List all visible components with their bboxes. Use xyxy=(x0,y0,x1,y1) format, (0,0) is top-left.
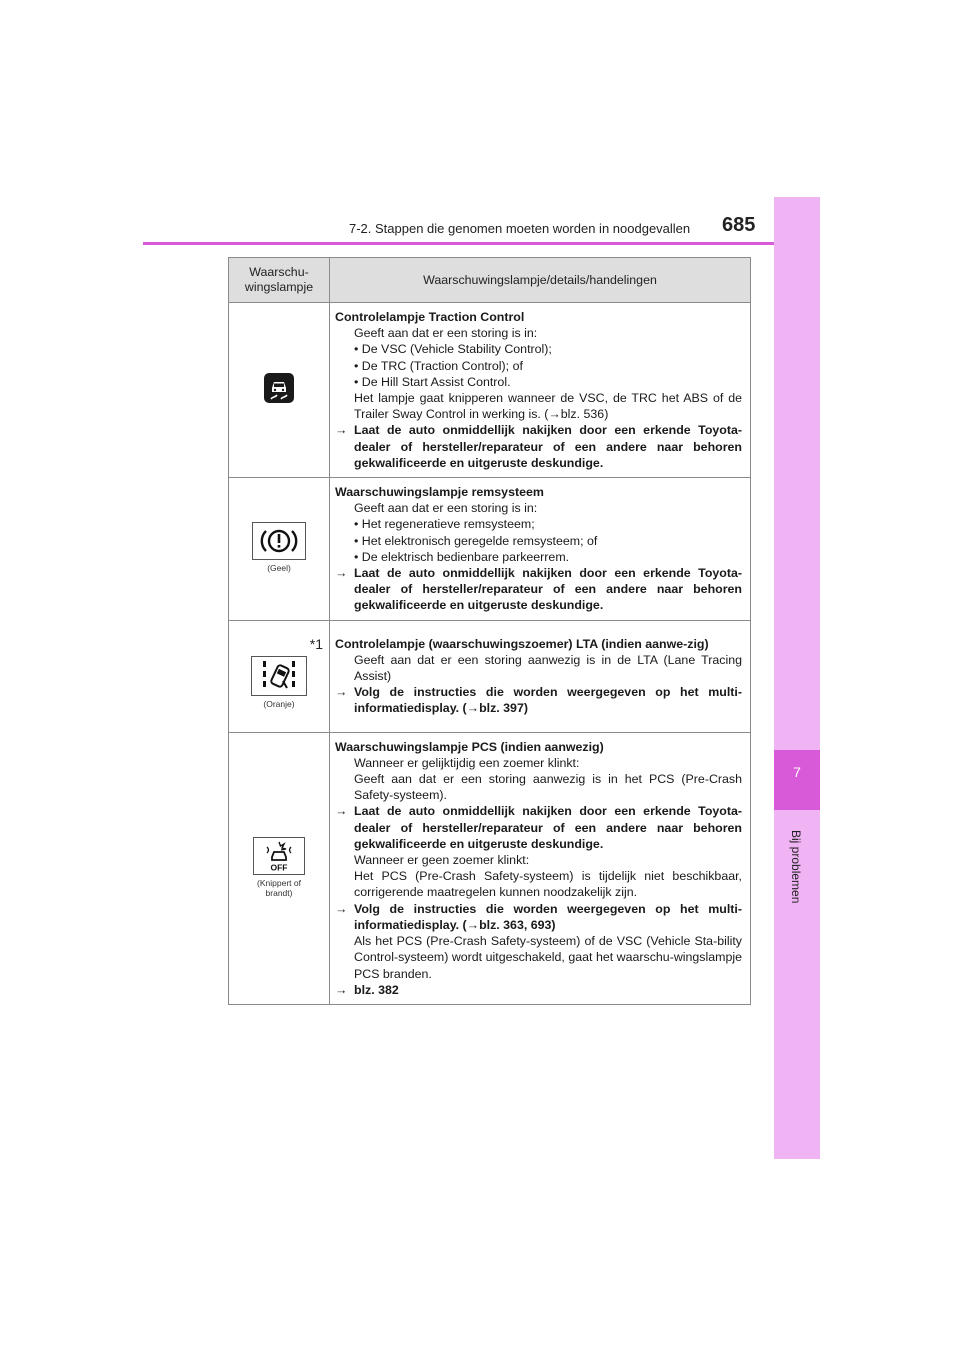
arrow-icon: → xyxy=(335,423,348,438)
column-header-details: Waarschuwingslampje/details/handelingen xyxy=(330,258,751,303)
page-number: 685 xyxy=(722,214,756,236)
icon-frame xyxy=(253,837,305,875)
icon-cell xyxy=(229,478,330,621)
details-cell xyxy=(330,303,751,478)
icon-cell xyxy=(229,620,330,732)
arrow-icon: → xyxy=(335,685,348,700)
details-cell xyxy=(330,620,751,732)
action-text: blz. 382 xyxy=(354,982,399,997)
icon-wrap xyxy=(251,635,323,709)
row-title: Waarschuwingslampje PCS (indien aanwezig) xyxy=(335,739,604,754)
table-row xyxy=(229,303,751,478)
icon-caption: (Oranje) xyxy=(263,698,295,709)
bullet-item: • De elektrisch bedienbare parkeerrem. xyxy=(354,549,570,564)
icon-cell xyxy=(229,732,330,1004)
action-text: Volg de instructies die worden weergegeven op het multi-informatiedisplay. (→blz. 363, 693) xyxy=(354,901,742,932)
chapter-label: Bij problemen xyxy=(789,830,803,904)
arrow-icon: → xyxy=(335,901,348,916)
table-row xyxy=(229,620,751,732)
row-title: Controlelampje Traction Control xyxy=(335,310,525,324)
icon-caption: (Knippert of brandt) xyxy=(257,877,301,898)
bullet-item: • De TRC (Traction Control); of xyxy=(354,358,523,373)
icon-frame xyxy=(251,656,307,696)
arrow-icon: → xyxy=(335,804,348,819)
action-line xyxy=(335,803,742,852)
column-header-light-label: Waarschu- wingslampje xyxy=(244,265,314,294)
row-intro: Wanneer er geen zoemer klinkt: xyxy=(354,853,530,868)
details-cell xyxy=(330,478,751,621)
action-text: Laat de auto onmiddellijk nakijken door een erkende Toyota-dealer of hersteller/reparateur of een andere naar behoren gekwalificeerde en uitgeruste deskundige. xyxy=(354,804,742,851)
action-line xyxy=(335,565,742,614)
icon-wrap xyxy=(252,522,306,573)
arrow-icon: → xyxy=(335,566,348,581)
pcs-off-icon xyxy=(259,840,299,872)
icon-frame xyxy=(252,522,306,560)
action-line xyxy=(335,684,742,716)
table-row xyxy=(229,732,751,1004)
chapter-number: 7 xyxy=(793,764,801,780)
row-text: Het PCS (Pre-Crash Safety-systeem) is tijdelijk niet beschikbaar, corrigerende maatregelen kunnen noodzakelijk zijn. xyxy=(354,869,742,900)
chapter-tab-active[interactable] xyxy=(774,750,820,810)
bullet-item: • De VSC (Vehicle Stability Control); xyxy=(354,342,552,357)
action-text: Laat de auto onmiddellijk nakijken door een erkende Toyota-dealer of hersteller/reparateur of een andere naar behoren gekwalificeerde en uitgeruste deskundige. xyxy=(354,423,742,470)
row-text: Geeft aan dat er een storing aanwezig is in het PCS (Pre-Crash Safety-systeem). xyxy=(354,772,742,803)
lane-tracing-assist-icon xyxy=(257,659,301,693)
row-intro: Geeft aan dat er een storing is in: xyxy=(354,326,538,341)
row-title: Waarschuwingslampje remsysteem xyxy=(335,485,544,500)
bullet-item: • De Hill Start Assist Control. xyxy=(354,374,511,389)
icon-wrap xyxy=(249,837,309,898)
action-line xyxy=(335,901,742,933)
action-text: Laat de auto onmiddellijk nakijken door een erkende Toyota-dealer of hersteller/reparateur of een andere naar behoren gekwalificeerde en uitgeruste deskundige. xyxy=(354,566,742,613)
row-title: Controlelampje (waarschuwingszoemer) LTA (indien aanwe-zig) xyxy=(335,636,709,651)
table-header-row xyxy=(229,258,751,303)
chapter-side-tab xyxy=(774,197,820,1159)
row-intro: Wanneer er gelijktijdig een zoemer klinkt: xyxy=(354,755,580,770)
section-title: 7-2. Stappen die genomen moeten worden in noodgevallen xyxy=(349,221,691,236)
brake-system-warning-icon xyxy=(259,526,299,556)
bullet-item: • Het elektronisch geregelde remsysteem; of xyxy=(354,533,598,548)
table-row xyxy=(229,478,751,621)
arrow-icon: → xyxy=(335,982,348,997)
slip-indicator-icon xyxy=(263,372,295,404)
row-note: Het lampje gaat knipperen wanneer de VSC, de TRC het ABS of de Trailer Sway Control in werking is. (→blz. 536) xyxy=(354,391,742,422)
header-divider xyxy=(143,242,820,245)
row-text: Als het PCS (Pre-Crash Safety-systeem) of de VSC (Vehicle Sta-bility Control-systeem) wordt uitgeschakeld, gaat het waarschu-wingslampje PCS branden. xyxy=(354,934,742,981)
row-intro: Geeft aan dat er een storing is in: xyxy=(354,501,538,516)
bullet-item: • Het regeneratieve remsysteem; xyxy=(354,517,535,532)
action-line xyxy=(335,982,742,998)
warning-lights-table xyxy=(228,257,751,1005)
action-text: Volg de instructies die worden weergegeven op het multi-informatiedisplay. (→blz. 397) xyxy=(354,685,742,716)
icon-caption: (Geel) xyxy=(267,563,291,574)
icon-wrap xyxy=(263,372,295,408)
pcs-off-text: OFF xyxy=(270,862,288,872)
row-intro: Geeft aan dat er een storing aanwezig is in de LTA (Lane Tracing Assist) xyxy=(354,652,742,684)
details-cell xyxy=(330,732,751,1004)
column-header-light xyxy=(229,258,330,303)
footnote-mark: *1 xyxy=(309,635,323,652)
icon-cell xyxy=(229,303,330,478)
action-line xyxy=(335,422,742,471)
